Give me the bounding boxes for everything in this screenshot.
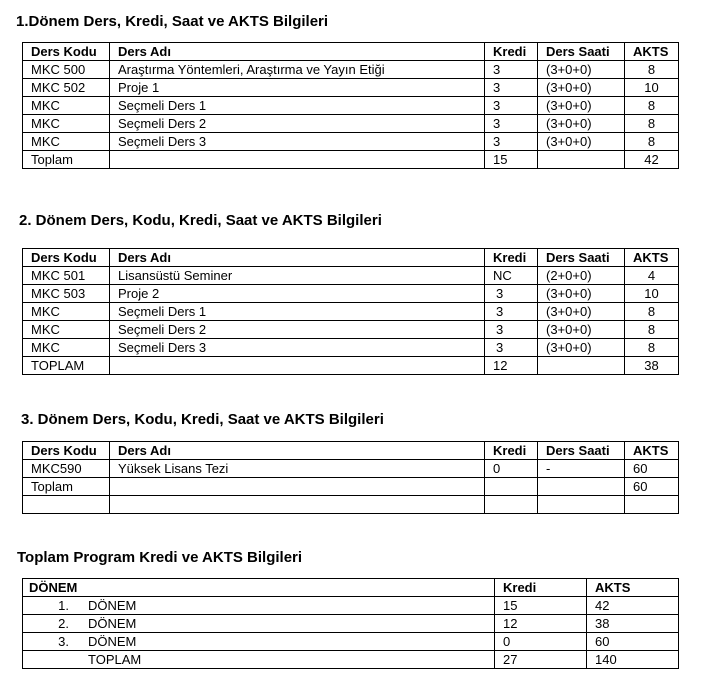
kredi-cell <box>485 303 538 321</box>
table-row <box>23 267 679 285</box>
ders-kodu-cell: MKC <box>23 303 110 321</box>
kredi-cell: 15 <box>495 597 587 615</box>
empty-cell <box>485 478 538 496</box>
total-kredi-cell: 27 <box>495 651 587 669</box>
empty-cell <box>538 151 625 169</box>
ders-adi-cell: Seçmeli Ders 3 <box>110 133 485 151</box>
total-akts-cell: 42 <box>625 151 679 169</box>
ders-adi-cell: Proje 1 <box>110 79 485 97</box>
ders-saati-cell: (3+0+0) <box>538 339 625 357</box>
col-header-akts: AKTS <box>625 442 679 460</box>
empty-cell <box>538 496 625 514</box>
empty-cell <box>485 496 538 514</box>
col-header-akts: AKTS <box>587 579 679 597</box>
ders-kodu-cell: MKC 503 <box>23 285 110 303</box>
ders-kodu-cell: MKC <box>23 115 110 133</box>
ders-saati-cell: - <box>538 460 625 478</box>
col-header-kredi: Kredi <box>495 579 587 597</box>
ders-saati-cell: (3+0+0) <box>538 285 625 303</box>
kredi-cell <box>485 285 538 303</box>
col-header-ders-adi: Ders Adı <box>110 43 485 61</box>
ders-kodu-cell: MKC 502 <box>23 79 110 97</box>
total-label-cell: Toplam <box>23 151 110 169</box>
col-header-kredi: Kredi <box>485 442 538 460</box>
ders-kodu-cell: MKC <box>23 133 110 151</box>
kredi-cell <box>485 321 538 339</box>
col-header-kredi: Kredi <box>485 43 538 61</box>
ders-adi-cell: Seçmeli Ders 1 <box>110 303 485 321</box>
akts-cell: 8 <box>625 61 679 79</box>
total-label-cell: TOPLAM <box>23 357 110 375</box>
empty-cell <box>110 151 485 169</box>
akts-cell: 8 <box>625 303 679 321</box>
total-row <box>23 478 679 496</box>
kredi-cell: 3 <box>485 133 538 151</box>
col-header-ders-saati: Ders Saati <box>538 43 625 61</box>
donem-label: DÖNEM <box>88 598 137 613</box>
sem1-table <box>22 42 679 169</box>
ders-saati-cell: (3+0+0) <box>538 97 625 115</box>
ders-adi-cell: Araştırma Yöntemleri, Araştırma ve Yayın Etiği <box>110 61 485 79</box>
kredi-value: 3 <box>496 340 504 355</box>
kredi-cell: 3 <box>485 97 538 115</box>
table-row <box>23 79 679 97</box>
kredi-cell: 0 <box>485 460 538 478</box>
ders-saati-cell: (3+0+0) <box>538 79 625 97</box>
total-akts-cell: 140 <box>587 651 679 669</box>
col-header-ders-saati: Ders Saati <box>538 442 625 460</box>
kredi-value: 3 <box>496 322 504 337</box>
empty-cell <box>625 496 679 514</box>
col-header-ders-kodu: Ders Kodu <box>23 249 110 267</box>
table-row <box>23 115 679 133</box>
col-header-ders-adi: Ders Adı <box>110 249 485 267</box>
akts-cell: 60 <box>625 460 679 478</box>
total-kredi-cell: 15 <box>485 151 538 169</box>
col-header-ders-kodu: Ders Kodu <box>23 442 110 460</box>
ders-saati-cell: (3+0+0) <box>538 321 625 339</box>
ders-adi-cell: Seçmeli Ders 2 <box>110 321 485 339</box>
ders-kodu-cell: MKC590 <box>23 460 110 478</box>
empty-cell <box>110 478 485 496</box>
ders-kodu-cell: MKC 500 <box>23 61 110 79</box>
header-row <box>23 442 679 460</box>
sem1-title: 1.Dönem Ders, Kredi, Saat ve AKTS Bilgileri <box>16 13 329 30</box>
akts-cell: 8 <box>625 133 679 151</box>
header-row <box>23 579 679 597</box>
col-header-ders-adi: Ders Adı <box>110 442 485 460</box>
ders-saati-cell: (3+0+0) <box>538 303 625 321</box>
total-label-cell: TOPLAM <box>23 651 495 669</box>
total-akts-cell: 38 <box>625 357 679 375</box>
total-row <box>23 357 679 375</box>
table-row <box>23 339 679 357</box>
ders-adi-cell: Proje 2 <box>110 285 485 303</box>
ders-saati-cell: (3+0+0) <box>538 61 625 79</box>
donem-cell <box>23 615 495 633</box>
summary-table <box>22 578 679 669</box>
ders-adi-cell: Lisansüstü Seminer <box>110 267 485 285</box>
ders-kodu-cell: MKC <box>23 339 110 357</box>
header-row <box>23 43 679 61</box>
col-header-akts: AKTS <box>625 249 679 267</box>
col-header-donem: DÖNEM <box>23 579 495 597</box>
kredi-cell: 12 <box>495 615 587 633</box>
table-row <box>23 61 679 79</box>
akts-cell: 4 <box>625 267 679 285</box>
table-row <box>23 460 679 478</box>
empty-cell <box>110 357 485 375</box>
ders-adi-cell: Seçmeli Ders 1 <box>110 97 485 115</box>
ders-adi-cell: Seçmeli Ders 3 <box>110 339 485 357</box>
ders-kodu-cell: MKC 501 <box>23 267 110 285</box>
total-kredi-cell: 12 <box>485 357 538 375</box>
akts-cell: 8 <box>625 97 679 115</box>
donem-number: 3. <box>58 634 69 649</box>
akts-cell: 8 <box>625 115 679 133</box>
donem-label: DÖNEM <box>88 616 137 631</box>
akts-cell: 42 <box>587 597 679 615</box>
empty-cell <box>23 496 110 514</box>
total-row <box>23 651 679 669</box>
col-header-akts: AKTS <box>625 43 679 61</box>
kredi-value: 3 <box>496 304 504 319</box>
table-row <box>23 597 679 615</box>
sem2-title: 2. Dönem Ders, Kodu, Kredi, Saat ve AKTS Bilgileri <box>19 212 382 229</box>
total-akts-cell: 60 <box>625 478 679 496</box>
akts-cell: 10 <box>625 285 679 303</box>
donem-label: DÖNEM <box>88 634 137 649</box>
akts-cell: 8 <box>625 321 679 339</box>
ders-adi-cell: Yüksek Lisans Tezi <box>110 460 485 478</box>
sem3-table <box>22 441 679 514</box>
donem-number: 1. <box>58 598 69 613</box>
kredi-cell: 3 <box>485 79 538 97</box>
donem-cell <box>23 633 495 651</box>
table-row <box>23 97 679 115</box>
empty-cell <box>538 478 625 496</box>
sem2-table <box>22 248 679 375</box>
summary-title: Toplam Program Kredi ve AKTS Bilgileri <box>17 549 303 566</box>
donem-number: 2. <box>58 616 69 631</box>
sem3-title: 3. Dönem Ders, Kodu, Kredi, Saat ve AKTS Bilgileri <box>21 411 384 428</box>
empty-row <box>23 496 679 514</box>
kredi-cell: 0 <box>495 633 587 651</box>
ders-saati-cell: (3+0+0) <box>538 133 625 151</box>
akts-cell: 60 <box>587 633 679 651</box>
table-row <box>23 615 679 633</box>
total-label-cell: Toplam <box>23 478 110 496</box>
kredi-value: 3 <box>496 286 504 301</box>
akts-cell: 8 <box>625 339 679 357</box>
header-row <box>23 249 679 267</box>
col-header-kredi: Kredi <box>485 249 538 267</box>
table-row <box>23 285 679 303</box>
col-header-ders-kodu: Ders Kodu <box>23 43 110 61</box>
kredi-cell: 3 <box>485 61 538 79</box>
akts-cell: 10 <box>625 79 679 97</box>
kredi-cell <box>485 339 538 357</box>
empty-cell <box>110 496 485 514</box>
kredi-cell: 3 <box>485 115 538 133</box>
table-row <box>23 133 679 151</box>
table-row <box>23 321 679 339</box>
ders-saati-cell: (2+0+0) <box>538 267 625 285</box>
donem-cell <box>23 597 495 615</box>
ders-saati-cell: (3+0+0) <box>538 115 625 133</box>
table-row <box>23 303 679 321</box>
col-header-ders-saati: Ders Saati <box>538 249 625 267</box>
ders-kodu-cell: MKC <box>23 321 110 339</box>
total-row <box>23 151 679 169</box>
akts-cell: 38 <box>587 615 679 633</box>
table-row <box>23 633 679 651</box>
ders-kodu-cell: MKC <box>23 97 110 115</box>
ders-adi-cell: Seçmeli Ders 2 <box>110 115 485 133</box>
kredi-cell: NC <box>485 267 538 285</box>
empty-cell <box>538 357 625 375</box>
